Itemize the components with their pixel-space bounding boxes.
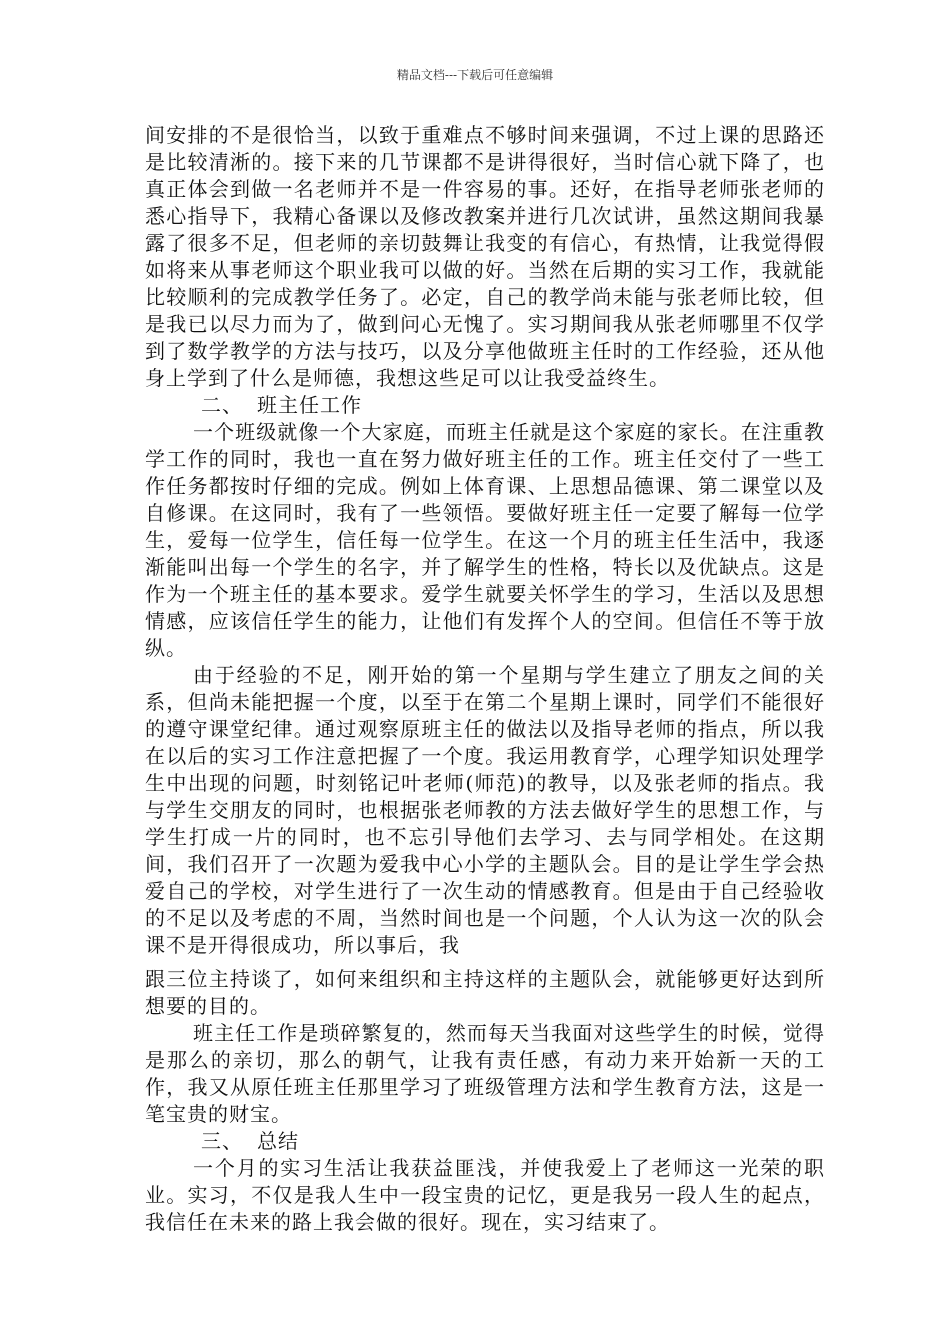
section-heading-2 [145,392,825,419]
section-number: 二、 [201,393,243,417]
section-number: 三、 [201,1129,243,1153]
paragraph-experience: 由于经验的不足，刚开始的第一个星期与学生建立了朋友之间的关系，但尚未能把握一个度，以至于在第二个星期上课时，同学们不能很好的遵守课堂纪律。通过观察原班主任的做法以及指导老师的指点，所以我在以后的实习工作注意把握了一个度。我运用教育学，心理学知识处理学生中出现的问题，时刻铭记叶老师(师范)的教导，以及张老师的指点。我与学生交朋友的同时，也根据张老师教的方法去做好学生的思想工作，与学生打成一片的同时，也不忘引导他们去学习、去与同学相处。在这期间，我们召开了一次题为爱我中心小学的主题队会。目的是让学生学会热爱自己的学校，对学生进行了一次生动的情感教育。但是由于自己经验收的不足以及考虑的不周，当然时间也是一个问题，个人认为这一次的队会课不是开得很成功，所以事后，我 [145,663,825,957]
section-heading-3 [145,1128,825,1155]
section-title: 总结 [257,1129,299,1153]
paragraph-summary: 一个月的实习生活让我获益匪浅，并使我爱上了老师这一光荣的职业。实习，不仅是我人生中一段宝贵的记忆，更是我另一段人生的起点，我信任在未来的路上我会做的很好。现在，实习结束了。 [145,1156,825,1234]
page-header: 精品文档---下载后可任意编辑 [396,68,554,82]
paragraph-teaching: 间安排的不是很恰当，以致于重难点不够时间来强调，不过上课的思路还是比较清淅的。接下来的几节课都不是讲得很好，当时信心就下降了，也真正体会到做一名老师并不是一件容易的事。还好，在指导老师张老师的悉心指导下，我精心备课以及修改教案并进行几次试讲，虽然这期间我暴露了很多不足，但老师的亲切鼓舞让我变的有信心，有热情，让我觉得假如将来从事老师这个职业我可以做的好。当然在后期的实习工作，我就能比较顺利的完成教学任务了。必定，自己的教学尚未能与张老师比较，但是我已以尽力而为了，做到问心无愧了。实习期间我从张老师哪里不仅学到了数学教学的方法与技巧，以及分享他做班主任时的工作经验，还从他身上学到了什么是师德，我想这些足可以让我受益终生。 [145,123,825,390]
text-block-2 [145,966,825,1236]
paragraph-reflection: 班主任工作是琐碎繁复的，然而每天当我面对这些学生的时候，觉得是那么的亲切，那么的朝气，让我有责任感，有动力来开始新一天的工作，我又从原任班主任那里学习了班级管理方法和学生教育方法，这是一笔宝贵的财宝。 [145,1021,825,1126]
paragraph-class-teacher: 一个班级就像一个大家庭，而班主任就是这个家庭的家长。在注重教学工作的同时，我也一直在努力做好班主任的工作。班主任交付了一些工作任务都按时仔细的完成。例如上体育课、上思想品德课、第二课堂以及自修课。在这同时，我有了一些领悟。要做好班主任一定要了解每一位学生，爱每一位学生，信任每一位学生。在这一个月的班主任生活中，我逐渐能叫出每一个学生的名字，并了解学生的性格，特长以及优缺点。这是作为一个班主任的基本要求。爱学生就要关怀学生的学习，生活以及思想情感，应该信任学生的能力，让他们有发挥个人的空间。但信任不等于放纵。 [145,420,825,660]
paragraph-continuation: 跟三位主持谈了，如何来组织和主持这样的主题队会，就能够更好达到所想要的目的。 [145,967,825,1018]
text-block-1 [145,122,825,959]
section-title: 班主任工作 [257,393,362,417]
